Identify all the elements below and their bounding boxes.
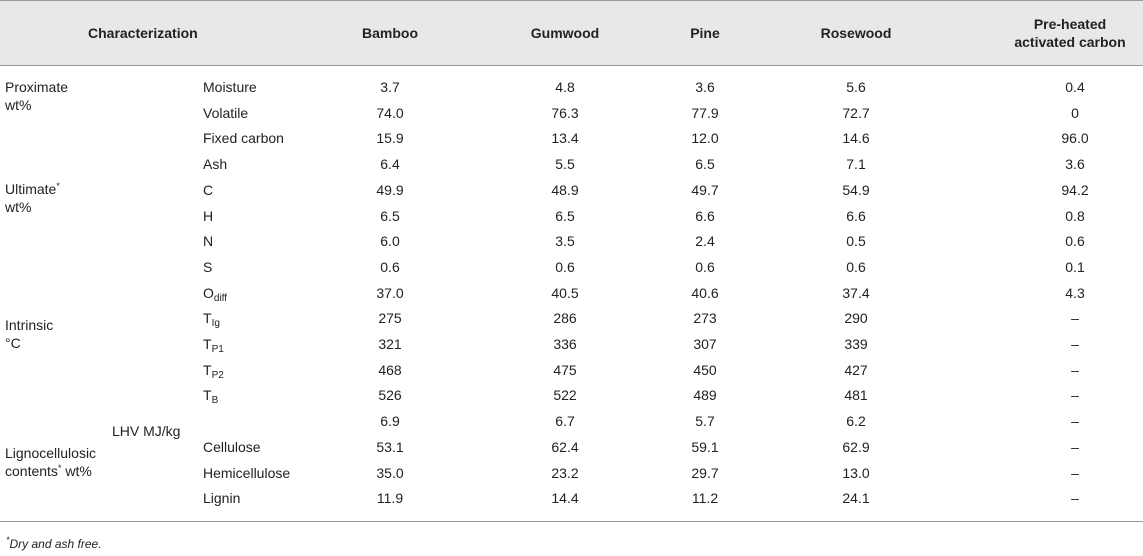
row-value: 321 bbox=[378, 336, 402, 352]
row-value: 13.0 bbox=[842, 464, 870, 481]
header-pine: Pine bbox=[690, 24, 720, 41]
row-value: 489 bbox=[693, 387, 717, 404]
row-value: 6.6 bbox=[695, 207, 715, 224]
row-value: 6.9 bbox=[380, 413, 400, 430]
row-value: 4.8 bbox=[555, 79, 575, 95]
row-value: – bbox=[1071, 387, 1079, 404]
header-activated-carbon bbox=[995, 0, 1143, 65]
row-parameter: H bbox=[203, 207, 214, 224]
row-parameter: S bbox=[203, 258, 213, 275]
table-row bbox=[0, 332, 1143, 357]
row-value: 23.2 bbox=[551, 464, 579, 481]
row-value: 526 bbox=[378, 387, 402, 404]
row-value: 3.7 bbox=[380, 79, 400, 95]
row-value: 6.2 bbox=[846, 413, 866, 430]
row-parameter: $T_{Ig}$ bbox=[203, 310, 220, 330]
footnote: *Dry and ash free. bbox=[6, 535, 102, 551]
row-value: 481 bbox=[844, 387, 868, 404]
row-value: 468 bbox=[378, 361, 402, 378]
row-value: 76.3 bbox=[551, 104, 579, 121]
row-value: 6.5 bbox=[695, 156, 715, 173]
row-value: 3.6 bbox=[1065, 156, 1085, 173]
row-value: 49.7 bbox=[691, 181, 719, 198]
table-row bbox=[0, 178, 1143, 203]
row-value: 49.9 bbox=[376, 181, 404, 198]
header-characterization: Characterization bbox=[88, 24, 198, 41]
group-proximate: Proximate wt% bbox=[5, 79, 69, 113]
row-parameter: $O_{diff}$ bbox=[203, 284, 228, 304]
row-value: 5.7 bbox=[695, 413, 715, 430]
group-lignocellulosic: Lignocellulosic contents* wt% bbox=[5, 445, 97, 479]
row-value: 24.1 bbox=[842, 490, 870, 507]
table-row bbox=[0, 358, 1143, 383]
row-value: 0.6 bbox=[380, 258, 400, 275]
table-row bbox=[0, 75, 1143, 100]
header-ac-line1: Pre-heated bbox=[1033, 15, 1107, 32]
row-value: 2.4 bbox=[695, 233, 715, 250]
row-value: 450 bbox=[693, 361, 717, 378]
table-row bbox=[0, 126, 1143, 151]
table-row bbox=[0, 461, 1143, 486]
row-value: 37.4 bbox=[842, 284, 870, 301]
table-row bbox=[0, 383, 1143, 408]
group-intrinsic: Intrinsic °C bbox=[5, 317, 54, 351]
row-parameter: $T_B$ bbox=[203, 387, 219, 407]
row-parameter: Volatile bbox=[203, 104, 249, 121]
row-value: – bbox=[1071, 438, 1079, 455]
row-parameter: $T_{P2}$ bbox=[203, 361, 224, 381]
row-parameter: Cellulose bbox=[203, 438, 261, 455]
row-value: 6.6 bbox=[846, 207, 866, 224]
row-value: 6.5 bbox=[555, 207, 575, 224]
row-value: – bbox=[1071, 413, 1079, 430]
row-value: 4.3 bbox=[1065, 284, 1085, 301]
group-ultimate: Ultimate* wt% bbox=[5, 181, 60, 215]
row-value: 0.6 bbox=[846, 258, 866, 275]
row-parameter: N bbox=[203, 233, 214, 250]
row-value: – bbox=[1071, 336, 1079, 352]
row-value: 40.6 bbox=[691, 284, 719, 301]
row-value: 0.5 bbox=[846, 233, 866, 250]
row-value: 286 bbox=[553, 310, 577, 327]
row-value: 339 bbox=[844, 336, 868, 352]
row-value: 6.4 bbox=[380, 156, 400, 173]
row-value: 273 bbox=[693, 310, 717, 327]
header-ac-line2: activated carbon bbox=[1014, 33, 1126, 50]
row-value: – bbox=[1071, 464, 1079, 481]
table-row bbox=[0, 152, 1143, 177]
header-rosewood: Rosewood bbox=[820, 24, 892, 41]
row-value: 15.9 bbox=[376, 130, 404, 147]
row-value: 475 bbox=[553, 361, 577, 378]
row-value: 74.0 bbox=[376, 104, 404, 121]
row-value: 7.1 bbox=[846, 156, 866, 173]
row-value: 0.6 bbox=[555, 258, 575, 275]
row-parameter: Moisture bbox=[203, 79, 257, 95]
group-lhv: LHV MJ/kg bbox=[112, 423, 181, 439]
table-row bbox=[0, 409, 1143, 434]
row-value: 13.4 bbox=[551, 130, 579, 147]
row-value: 3.6 bbox=[695, 79, 715, 95]
bottom-rule bbox=[0, 521, 1143, 522]
row-parameter: C bbox=[203, 181, 214, 198]
table-row bbox=[0, 281, 1143, 306]
row-value: 0.1 bbox=[1065, 258, 1085, 275]
header-rule bbox=[0, 65, 1143, 66]
row-value: 62.9 bbox=[842, 438, 870, 455]
table-row bbox=[0, 435, 1143, 460]
row-value: 6.5 bbox=[380, 207, 400, 224]
row-value: 12.0 bbox=[691, 130, 719, 147]
row-value: 5.6 bbox=[846, 79, 866, 95]
row-value: 14.6 bbox=[842, 130, 870, 147]
table-row bbox=[0, 101, 1143, 126]
row-value: 77.9 bbox=[691, 104, 719, 121]
row-parameter: Hemicellulose bbox=[203, 464, 291, 481]
row-value: 0.6 bbox=[695, 258, 715, 275]
table-row bbox=[0, 204, 1143, 229]
row-value: 6.0 bbox=[380, 233, 400, 250]
table-row bbox=[0, 255, 1143, 280]
row-value: 62.4 bbox=[551, 438, 579, 455]
table-row bbox=[0, 486, 1143, 511]
row-value: – bbox=[1071, 490, 1079, 507]
row-value: 427 bbox=[844, 361, 868, 378]
row-value: 72.7 bbox=[842, 104, 870, 121]
row-value: 11.9 bbox=[376, 490, 404, 507]
row-value: 96.0 bbox=[1061, 130, 1089, 147]
row-value: 5.5 bbox=[555, 156, 575, 173]
row-value: 59.1 bbox=[691, 438, 719, 455]
row-value: 37.0 bbox=[376, 284, 404, 301]
row-value: 3.5 bbox=[555, 233, 575, 250]
table-row bbox=[0, 229, 1143, 254]
row-value: 0.8 bbox=[1065, 207, 1085, 224]
table-row bbox=[0, 306, 1143, 331]
row-value: 6.7 bbox=[555, 413, 575, 430]
row-value: 290 bbox=[844, 310, 868, 327]
row-value: – bbox=[1071, 361, 1079, 378]
header-bamboo: Bamboo bbox=[362, 24, 418, 41]
row-value: 40.5 bbox=[551, 284, 579, 301]
row-value: 0 bbox=[1071, 104, 1079, 121]
row-value: 11.2 bbox=[691, 490, 719, 507]
row-parameter: Fixed carbon bbox=[203, 130, 284, 147]
row-value: 275 bbox=[378, 310, 402, 327]
row-value: 336 bbox=[553, 336, 577, 352]
row-value: 35.0 bbox=[376, 464, 404, 481]
row-parameter: Lignin bbox=[203, 490, 241, 507]
row-value: 29.7 bbox=[691, 464, 719, 481]
row-value: 14.4 bbox=[551, 490, 579, 507]
row-value: 0.4 bbox=[1065, 79, 1085, 95]
header-gumwood: Gumwood bbox=[530, 24, 600, 41]
row-parameter: $T_{P1}$ bbox=[203, 336, 224, 355]
row-value: – bbox=[1071, 310, 1079, 327]
row-value: 54.9 bbox=[842, 181, 870, 198]
row-value: 522 bbox=[553, 387, 577, 404]
row-value: 0.6 bbox=[1065, 233, 1085, 250]
row-value: 94.2 bbox=[1061, 181, 1089, 198]
row-parameter: Ash bbox=[203, 156, 228, 173]
row-value: 53.1 bbox=[376, 438, 404, 455]
row-value: 48.9 bbox=[551, 181, 579, 198]
row-value: 307 bbox=[693, 336, 717, 352]
